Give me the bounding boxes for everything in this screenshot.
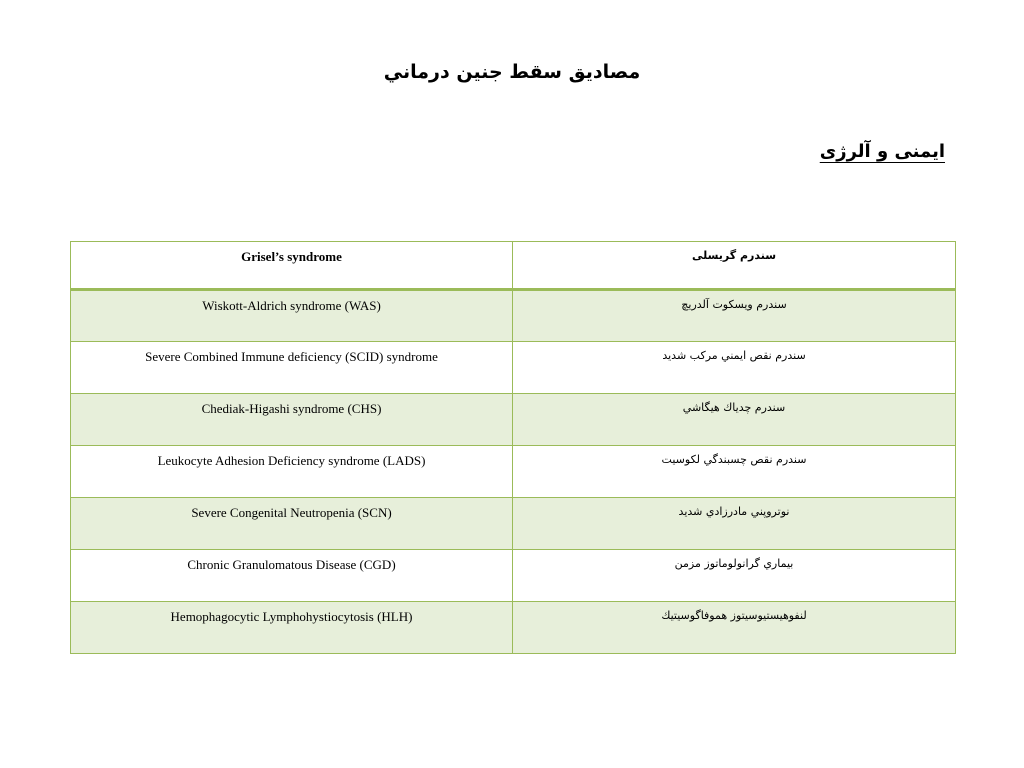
table-row — [71, 342, 956, 394]
cell-persian: نوتروپني مادرزادي شديد — [513, 498, 956, 550]
cell-english: Leukocyte Adhesion Deficiency syndrome (LADS) — [71, 446, 513, 498]
cell-persian: سندرم ويسكوت آلدريچ — [513, 290, 956, 342]
cell-persian: سندرم نقص ايمني مركب شديد — [513, 342, 956, 394]
cell-english: Severe Combined Immune deficiency (SCID) syndrome — [71, 342, 513, 394]
cell-persian: بيماري گرانولوماتوز مزمن — [513, 550, 956, 602]
section-heading: ايمنی و آلرژی — [819, 141, 945, 162]
cell-english: Chronic Granulomatous Disease (CGD) — [71, 550, 513, 602]
page-title: مصاديق سقط جنين درماني — [383, 61, 641, 83]
table-row — [71, 394, 956, 446]
cell-english: Severe Congenital Neutropenia (SCN) — [71, 498, 513, 550]
header-cell-english: Grisel’s syndrome — [71, 242, 513, 290]
table-row — [71, 498, 956, 550]
cell-persian: لنفوهيستيوسيتوز هموفاگوسيتيك — [513, 602, 956, 654]
cell-english: Hemophagocytic Lymphohystiocytosis (HLH) — [71, 602, 513, 654]
table-row — [71, 602, 956, 654]
cell-english: Chediak-Higashi syndrome (CHS) — [71, 394, 513, 446]
cell-persian: سندرم نقص چسبندگي لكوسيت — [513, 446, 956, 498]
table-row — [71, 550, 956, 602]
table-row — [71, 446, 956, 498]
cell-english: Wiskott-Aldrich syndrome (WAS) — [71, 290, 513, 342]
cell-persian: سندرم چدياك هيگاشي — [513, 394, 956, 446]
table-header-row — [71, 242, 956, 290]
syndrome-table — [70, 241, 956, 654]
header-cell-persian: سندرم گريسلی — [513, 242, 956, 290]
table-row — [71, 290, 956, 342]
